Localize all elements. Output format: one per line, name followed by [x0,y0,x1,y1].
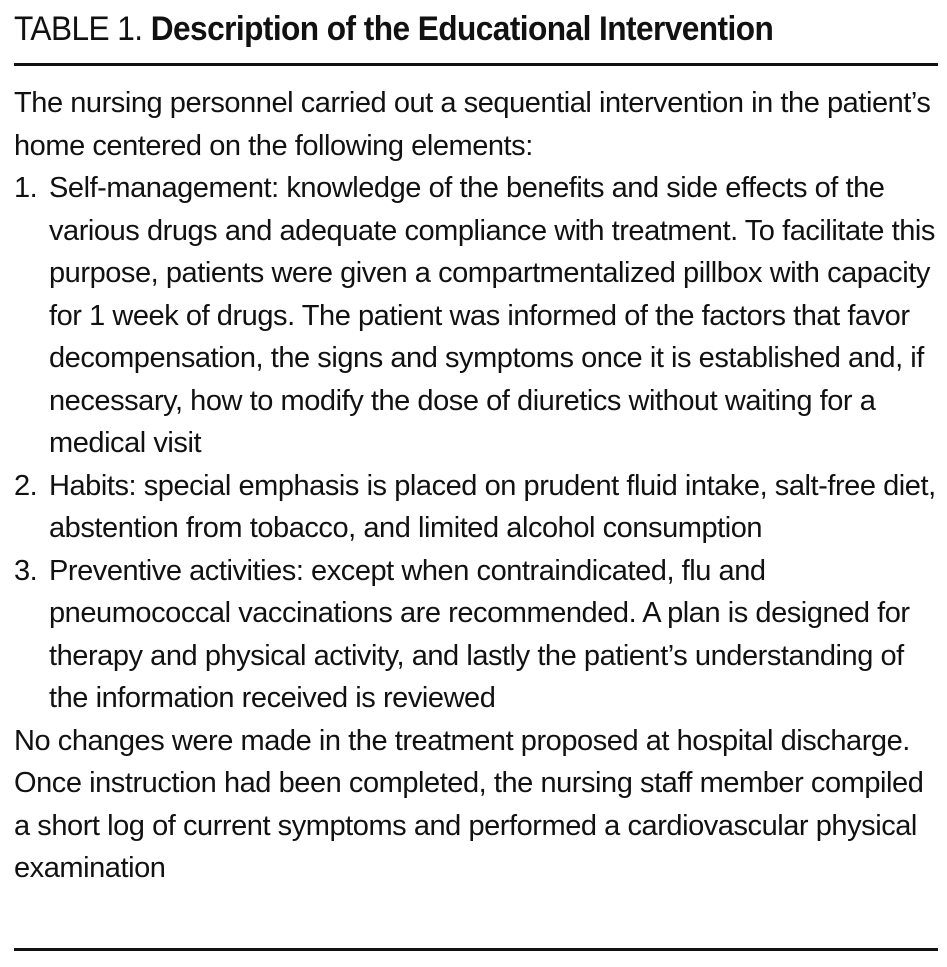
list-item-number: 3. [14,554,38,587]
intervention-list [14,167,938,720]
top-rule [14,63,938,66]
list-item-text: Preventive activities: except when contraindicated, flu and pneumococcal vaccinations are recommended. A plan is designed for therapy and physical activity, and lastly the patient’s understanding of the information received is reviewed [49,554,910,714]
table-label: TABLE 1. [14,10,151,48]
table-caption [14,0,873,49]
bottom-rule [14,948,938,951]
list-item-text: Habits: special emphasis is placed on prudent fluid intake, salt-free diet, abstention from tobacco, and limited alcohol consumption [49,469,936,544]
closing-paragraph: No changes were made in the treatment proposed at hospital discharge. Once instruction had been completed, the nursing staff member compiled a short log of current symptoms and performed a cardiovascular physical examination [14,724,924,884]
list-item [14,167,938,465]
list-item [14,465,938,550]
list-item-number: 2. [14,469,38,502]
list-item-text: Self-management: knowledge of the benefits and side effects of the various drugs and adequate compliance with treatment. To facilitate this purpose, patients were given a compartmentalized pillbox with capacity for 1 week of drugs. The patient was informed of the factors that favor decompensation, the signs and symptoms once it is established and, if necessary, how to modify the dose of diuretics without waiting for a medical visit [49,172,935,459]
list-item [14,550,938,720]
table-body [14,82,938,890]
table-block [14,0,938,890]
list-item-number: 1. [14,172,38,204]
table-title: Description of the Educational Intervention [150,10,774,48]
intro-paragraph: The nursing personnel carried out a sequential intervention in the patient’s home centered on the following elements: [14,87,931,162]
